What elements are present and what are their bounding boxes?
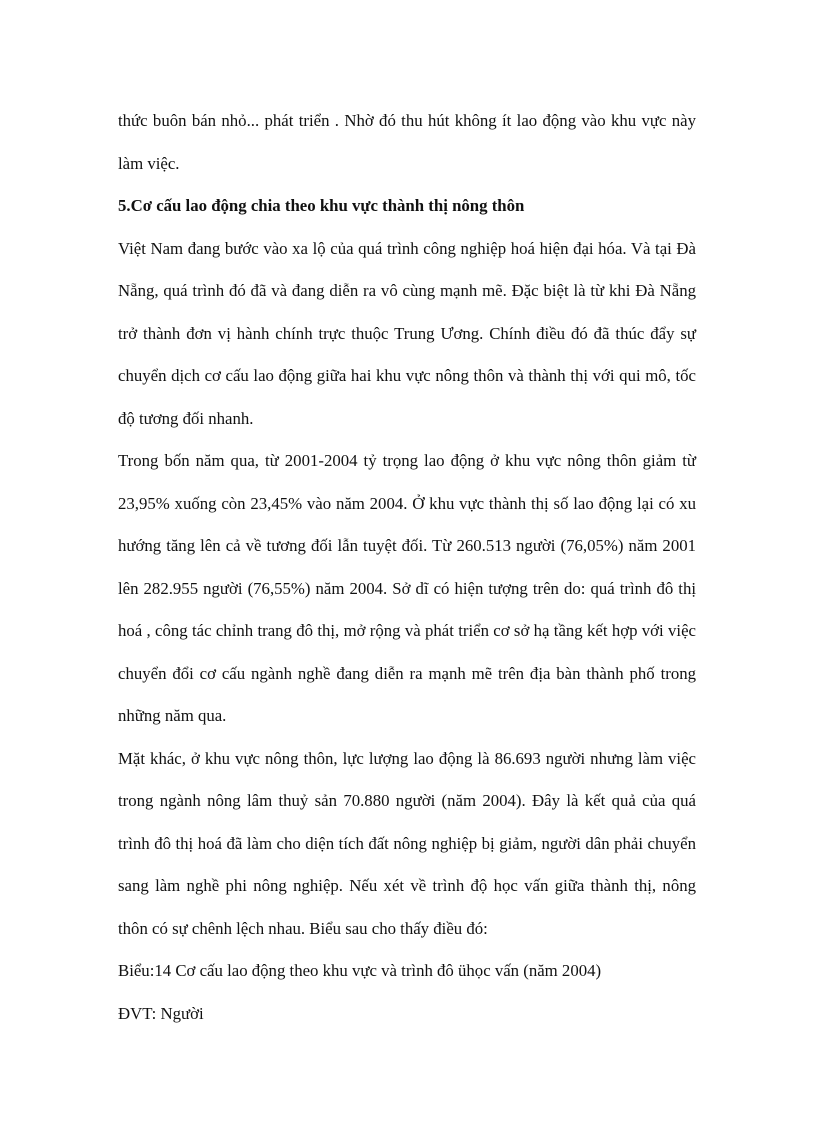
section-heading: 5.Cơ cấu lao động chia theo khu vực thành thị nông thôn <box>118 196 525 215</box>
paragraph-intro-continuation: thức buôn bán nhỏ... phát triển . Nhờ đó thu hút không ít lao động vào khu vực này làm việc. <box>118 111 696 173</box>
paragraph-labor-trend: Trong bốn năm qua, từ 2001-2004 tỷ trọng lao động ở khu vực nông thôn giảm từ 23,95% xuống còn 23,45% vào năm 2004. Ở khu vực thành thị số lao động lại có xu hướng tăng lên cả về tương đối lẫn tuyệt đối. Từ 260.513 người (76,05%) năm 2001 lên 282.955 người (76,55%) năm 2004. Sở dĩ có hiện tượng trên do: quá trình đô thị hoá , công tác chỉnh trang đô thị, mở rộng và phát triển cơ sở hạ tầng kết hợp với việc chuyển đổi cơ cấu ngành nghề đang diễn ra mạnh mẽ trên địa bàn thành phố trong những năm qua. <box>118 451 696 725</box>
table-caption: Biểu:14 Cơ cấu lao động theo khu vực và trình đô ühọc vấn (năm 2004) <box>118 961 602 980</box>
document-page <box>118 100 696 1035</box>
paragraph-industrialization: Việt Nam đang bước vào xa lộ của quá trình công nghiệp hoá hiện đại hóa. Và tại Đà Nẵng, quá trình đó đã và đang diễn ra vô cùng mạnh mẽ. Đặc biệt là từ khi Đà Nẵng trở thành đơn vị hành chính trực thuộc Trung Ương. Chính điều đó đã thúc đẩy sự chuyển dịch cơ cấu lao động giữa hai khu vực nông thôn và thành thị với qui mô, tốc độ tương đối nhanh. <box>118 238 696 428</box>
unit-label: ĐVT: Người <box>118 1003 204 1023</box>
paragraph-rural-labor: Mặt khác, ở khu vực nông thôn, lực lượng lao động là 86.693 người nhưng làm việc trong ngành nông lâm thuỷ sản 70.880 người (năm 2004). Đây là kết quả của quá trình đô thị hoá đã làm cho diện tích đất nông nghiệp bị giảm, người dân phải chuyển sang làm nghề phi nông nghiệp. Nếu xét về trình độ học vấn giữa thành thị, nông thôn có sự chênh lệch nhau. Biểu sau cho thấy điều đó: <box>118 748 696 938</box>
